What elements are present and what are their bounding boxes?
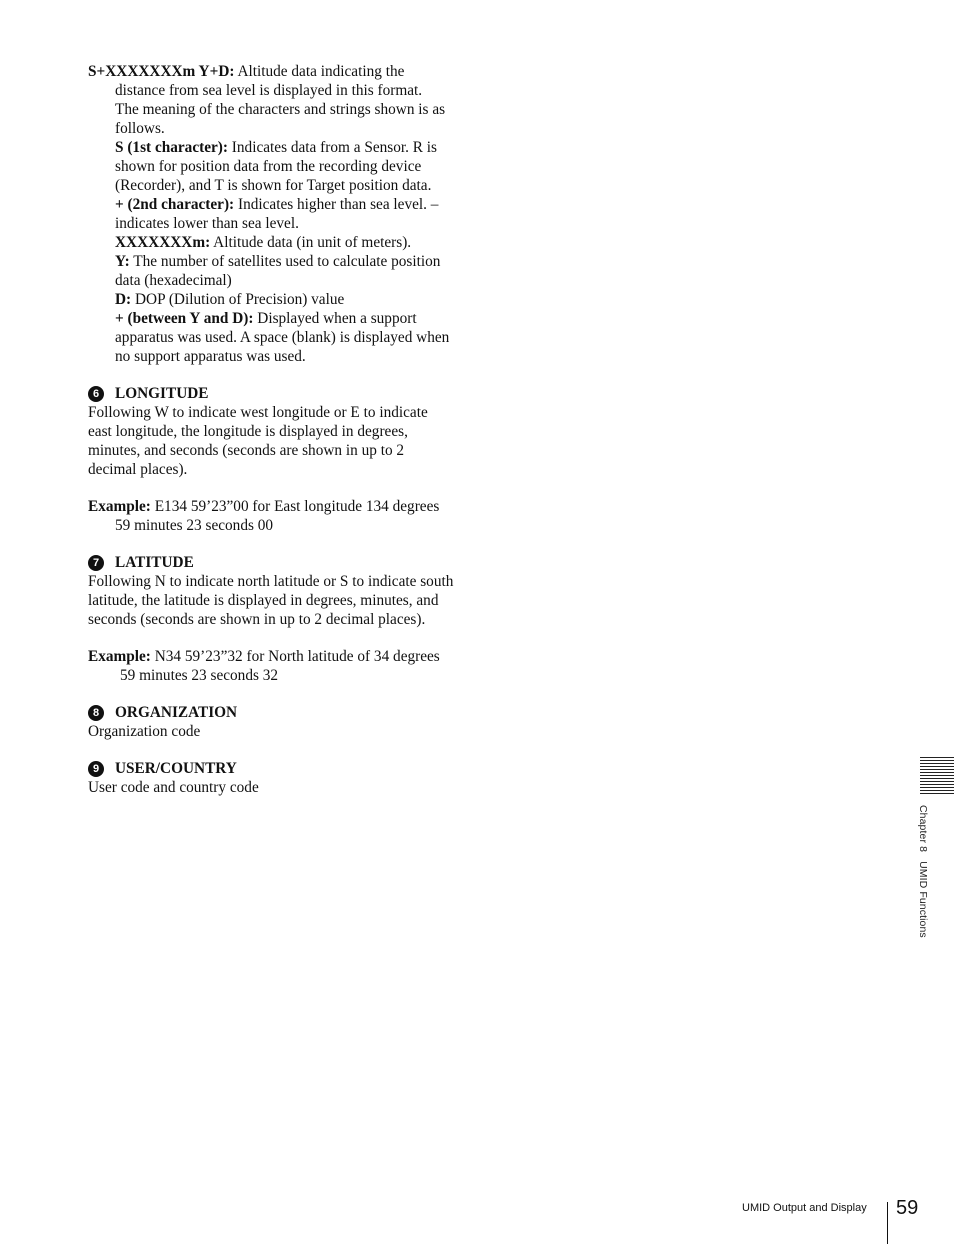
latitude-title: LATITUDE: [115, 554, 194, 571]
chapter-number: Chapter 8: [917, 805, 929, 853]
longitude-title: LONGITUDE: [115, 385, 209, 402]
chapter-title: UMID Functions: [917, 861, 929, 938]
plus-character-line: [115, 195, 474, 214]
latitude-example: [88, 647, 474, 666]
organization-heading: [88, 703, 474, 722]
longitude-heading: [88, 384, 474, 403]
between-y-d-text: Displayed when a support: [253, 310, 417, 327]
circled-number-8-icon: 8: [88, 705, 104, 721]
between-y-d-line: no support apparatus was used.: [115, 348, 306, 365]
plus-character-label: + (2nd character):: [115, 196, 235, 213]
user-country-heading: [88, 759, 474, 778]
y-satellites-line: data (hexadecimal): [115, 272, 232, 289]
altitude-desc-line: The meaning of the characters and strings shown is as: [115, 101, 446, 118]
longitude-body-line: minutes, and seconds (seconds are shown in up to 2: [88, 442, 405, 459]
altitude-desc-line: follows.: [115, 120, 165, 137]
organization-body: Organization code: [88, 723, 201, 740]
footer-section-title: UMID Output and Display: [742, 1202, 867, 1214]
longitude-body-line: east longitude, the longitude is displayed in degrees,: [88, 423, 408, 440]
d-dop-line: [115, 290, 474, 309]
latitude-body-line: latitude, the latitude is displayed in degrees, minutes, and: [88, 592, 439, 609]
longitude-example-text: E134 59’23”00 for East longitude 134 degrees: [150, 498, 440, 515]
latitude-body-line: Following N to indicate north latitude or S to indicate south: [88, 573, 454, 590]
plus-character-line: indicates lower than sea level.: [115, 215, 299, 232]
y-satellites-line: [115, 252, 474, 271]
altitude-format-line: [88, 62, 474, 81]
altitude-details: [88, 81, 474, 366]
d-dop-label: D:: [115, 291, 132, 308]
x-altitude-text: Altitude data (in unit of meters).: [210, 234, 412, 251]
altitude-desc-line: distance from sea level is displayed in this format.: [115, 82, 423, 99]
chapter-side-label: [917, 805, 929, 938]
page-number: 59: [896, 1197, 919, 1219]
s-character-text: Indicates data from a Sensor. R is: [227, 139, 437, 156]
circled-number-9-icon: 9: [88, 761, 104, 777]
circled-number-6-icon: 6: [88, 386, 104, 402]
latitude-example-text: N34 59’23”32 for North latitude of 34 degrees: [150, 648, 440, 665]
longitude-body-line: decimal places).: [88, 461, 188, 478]
longitude-body-line: Following W to indicate west longitude or E to indicate: [88, 404, 428, 421]
longitude-example-line2: 59 minutes 23 seconds 00: [115, 517, 274, 534]
altitude-format-desc: Altitude data indicating the: [234, 63, 405, 80]
between-y-d-line: apparatus was used. A space (blank) is displayed when: [115, 329, 450, 346]
x-altitude-label: XXXXXXXm:: [115, 234, 211, 251]
between-y-d-label: + (between Y and D):: [115, 310, 254, 327]
latitude-body-line: seconds (seconds are shown in up to 2 decimal places).: [88, 611, 426, 628]
plus-character-text: Indicates higher than sea level. –: [234, 196, 439, 213]
d-dop-text: DOP (Dilution of Precision) value: [131, 291, 345, 308]
s-character-label: S (1st character):: [115, 139, 228, 156]
y-satellites-label: Y:: [115, 253, 130, 270]
footer-divider: [887, 1202, 888, 1244]
longitude-example: [88, 497, 474, 516]
user-country-body: User code and country code: [88, 779, 259, 796]
latitude-example-line2: 59 minutes 23 seconds 32: [120, 667, 279, 684]
organization-title: ORGANIZATION: [115, 704, 238, 721]
between-y-d-line: [115, 309, 474, 328]
s-character-line: shown for position data from the recording device: [115, 158, 422, 175]
main-content: [88, 62, 474, 797]
chapter-tab-lines: [920, 757, 954, 797]
longitude-example-label: Example:: [88, 498, 151, 515]
user-country-title: USER/COUNTRY: [115, 760, 237, 777]
s-character-line: [115, 138, 474, 157]
circled-number-7-icon: 7: [88, 555, 104, 571]
altitude-format-label: S+XXXXXXXm Y+D:: [88, 63, 235, 80]
x-altitude-line: [115, 233, 474, 252]
latitude-example-label: Example:: [88, 648, 151, 665]
y-satellites-text: The number of satellites used to calculate position: [129, 253, 441, 270]
s-character-line: (Recorder), and T is shown for Target position data.: [115, 177, 432, 194]
latitude-heading: [88, 553, 474, 572]
